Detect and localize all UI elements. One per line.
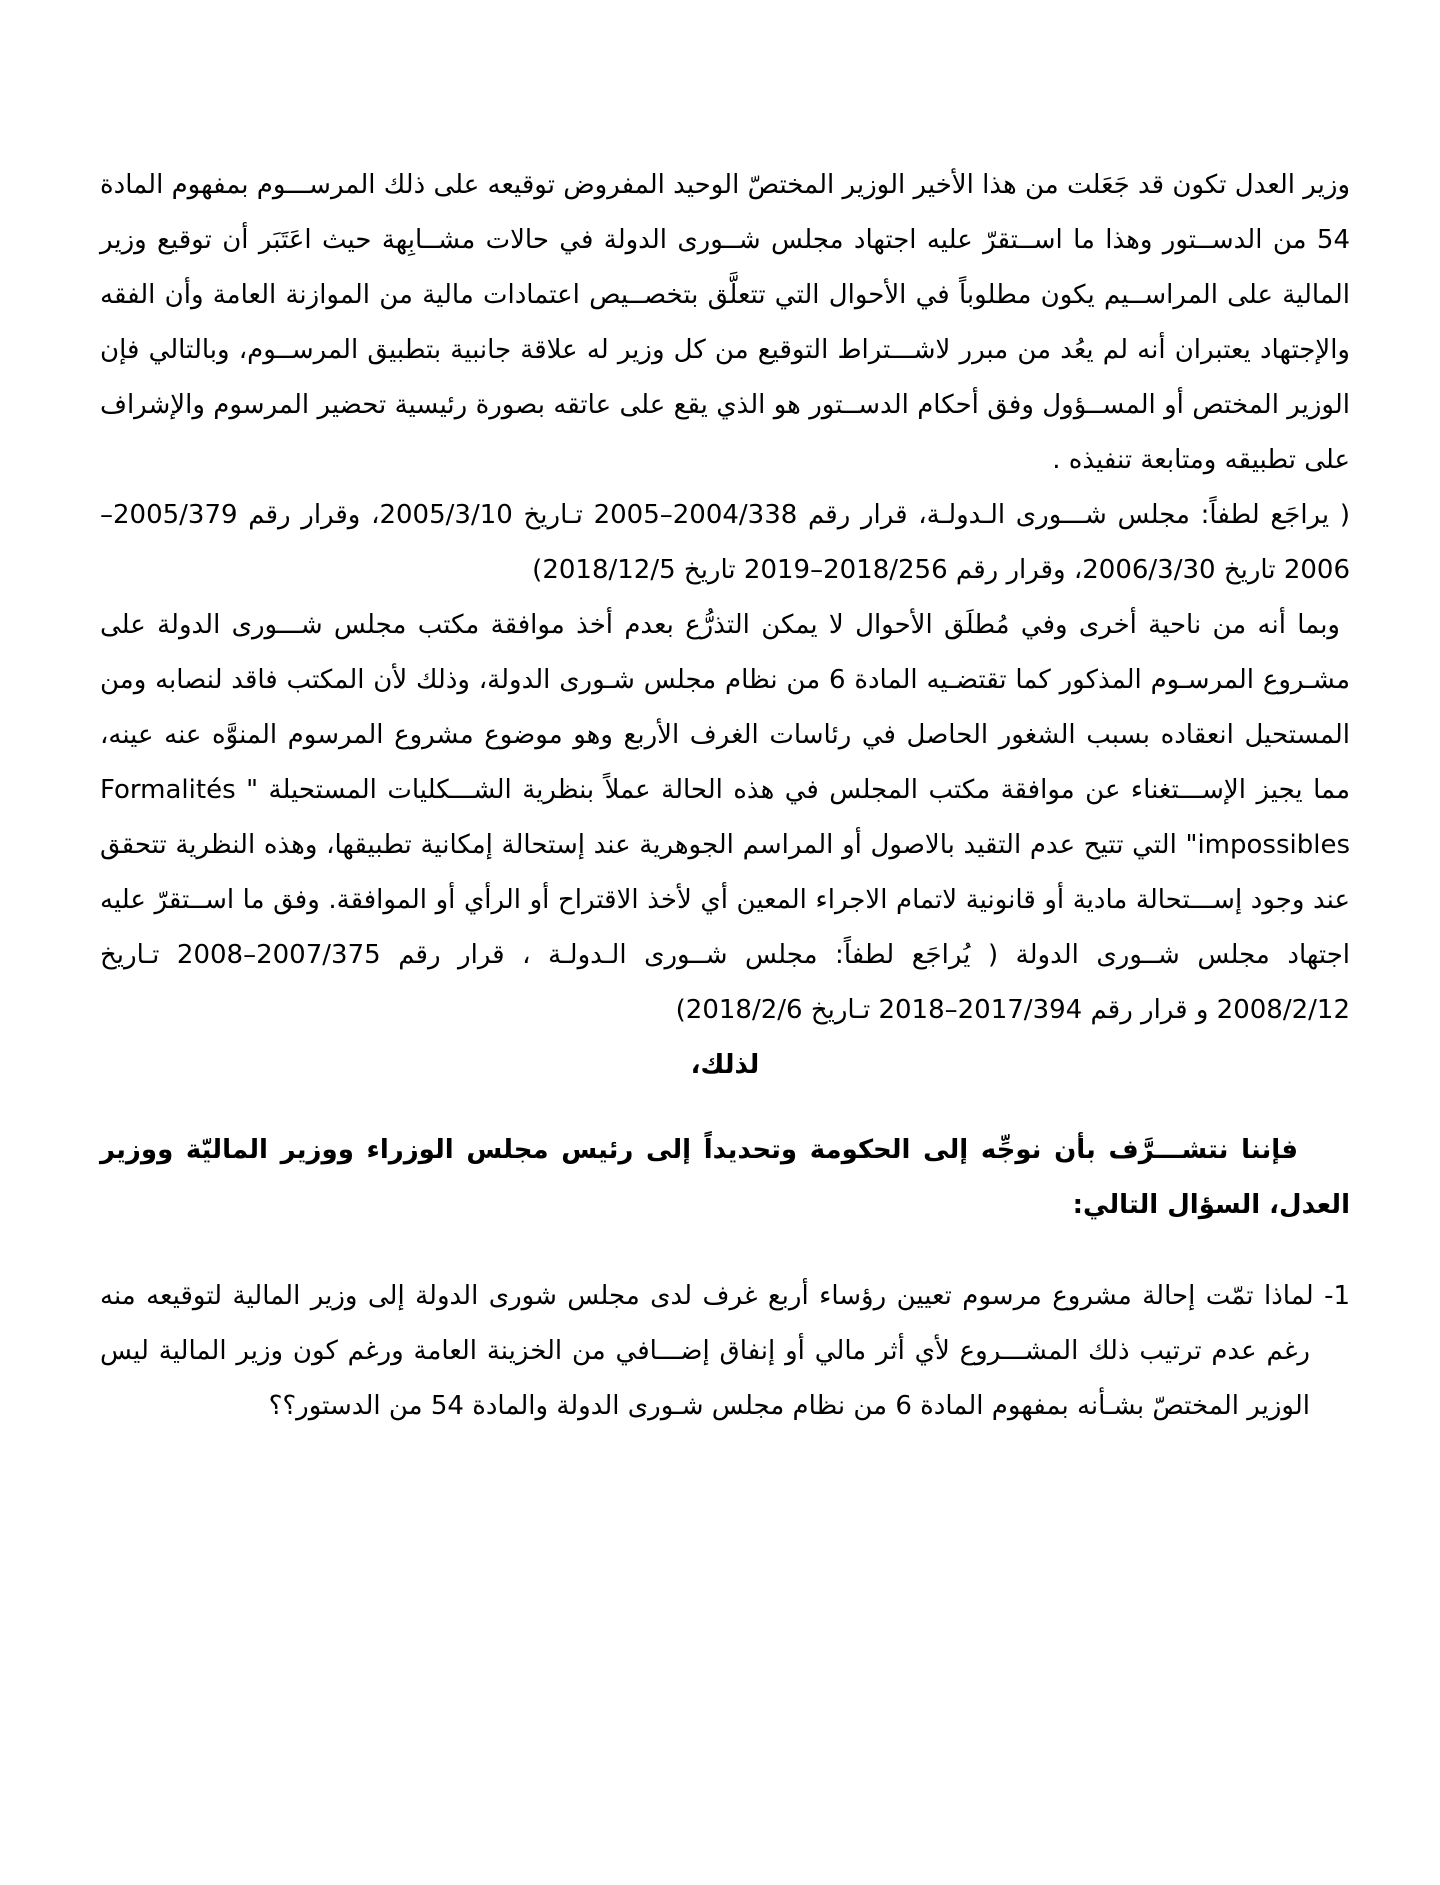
paragraph-citation-decisions: ( يراجَع لطفاً: مجلس شـــورى الـدولـة، قرار رقم 2004/338–2005 تـاريخ 2005/3/10، وقرار رقم 2005/379– 2006 تاريخ 2006/3/30، وقرار رقم 2018/256–2019 تاريخ 2018/12/5): [100, 500, 1350, 585]
paragraph-address-to-government: فإننا نتشـــرَّف بأن نوجِّه إلى الحكومة وتحديداً إلى رئيس مجلس الوزراء ووزير الماليّة ووزير العدل، السؤال التالي:: [100, 1135, 1350, 1220]
therefore-heading: لذلك،: [690, 1050, 760, 1080]
paragraph-second-argument: وبما أنه من ناحية أخرى وفي مُطلَق الأحوال لا يمكن التذرُّع بعدم أخذ موافقة مكتب مجلس شـــورى الدولة على مشـروع المرسـوم المذكور كما تقتضـيه المادة 6 من نظام مجلس شـورى الدولة، وذلك لأن المكتب فاقد لنصابه ومن المستحيل انعقاده بسبب الشغور الحاصل في رئاسات الغرف الأربع وهو موضوع مشروع المرسوم المنوَّه عنه عينه، مما يجيز الإســـتغناء عن موافقة مكتب المجلس في هذه الحالة عملاً بنظرية الشـــكليات المستحيلة " Formalités impossibles" التي تتيح عدم التقيد بالاصول أو المراسم الجوهرية عند إستحالة إمكانية تطبيقها، وهذه النظرية تتحقق عند وجود إســـتحالة مادية أو قانونية لاتمام الاجراء المعين أي لأخذ الاقتراح أو الرأي أو الموافقة. وفق ما اســتقرّ عليه اجتهاد مجلس شــورى الدولة ( يُراجَع لطفاً: مجلس شــورى الـدولـة ، قرار رقم 2007/375–2008 تـاريخ 2008/2/12 و قرار رقم 2017/394–2018 تـاريخ 2018/2/6): [100, 610, 1351, 1025]
paragraph-justice-minister: وزير العدل تكون قد جَعَلت من هذا الأخير الوزير المختصّ الوحيد المفروض توقيعه على ذلك المرســـوم بمفهوم المادة 54 من الدســتور وهذا ما اســتقرّ عليه اجتهاد مجلس شــورى الدولة في حالات مشــابِهة حيث اعَتَبَر أن توقيع وزير المالية على المراســيم يكون مطلوباً في الأحوال التي تتعلَّق بتخصــيص اعتمادات مالية من الموازنة العامة وأن الفقه والإجتهاد يعتبران أنه لم يعُد من مبرر لاشـــتراط التوقيع من كل وزير له علاقة جانبية بتطبيق المرســوم، وبالتالي فإن الوزير المختص أو المســؤول وفق أحكام الدســتور هو الذي يقع على عاتقه بصورة رئيسية تحضير المرسوم والإشراف على تطبيقه ومتابعة تنفيذه .: [100, 170, 1350, 475]
question-item-1: 1- لماذا تمّت إحالة مشروع مرسوم تعيين رؤساء أربع غرف لدى مجلس شورى الدولة إلى وزير المالية لتوقيعه منه رغم عدم ترتيب ذلك المشـــروع لأي أثر مالي أو إنفاق إضـــافي من الخزينة العامة ورغم كون وزير المالية ليس الوزير المختصّ بشـأنه بمفهوم المادة 6 من نظام مجلس شـورى الدولة والمادة 54 من الدستور؟؟: [100, 1281, 1350, 1421]
